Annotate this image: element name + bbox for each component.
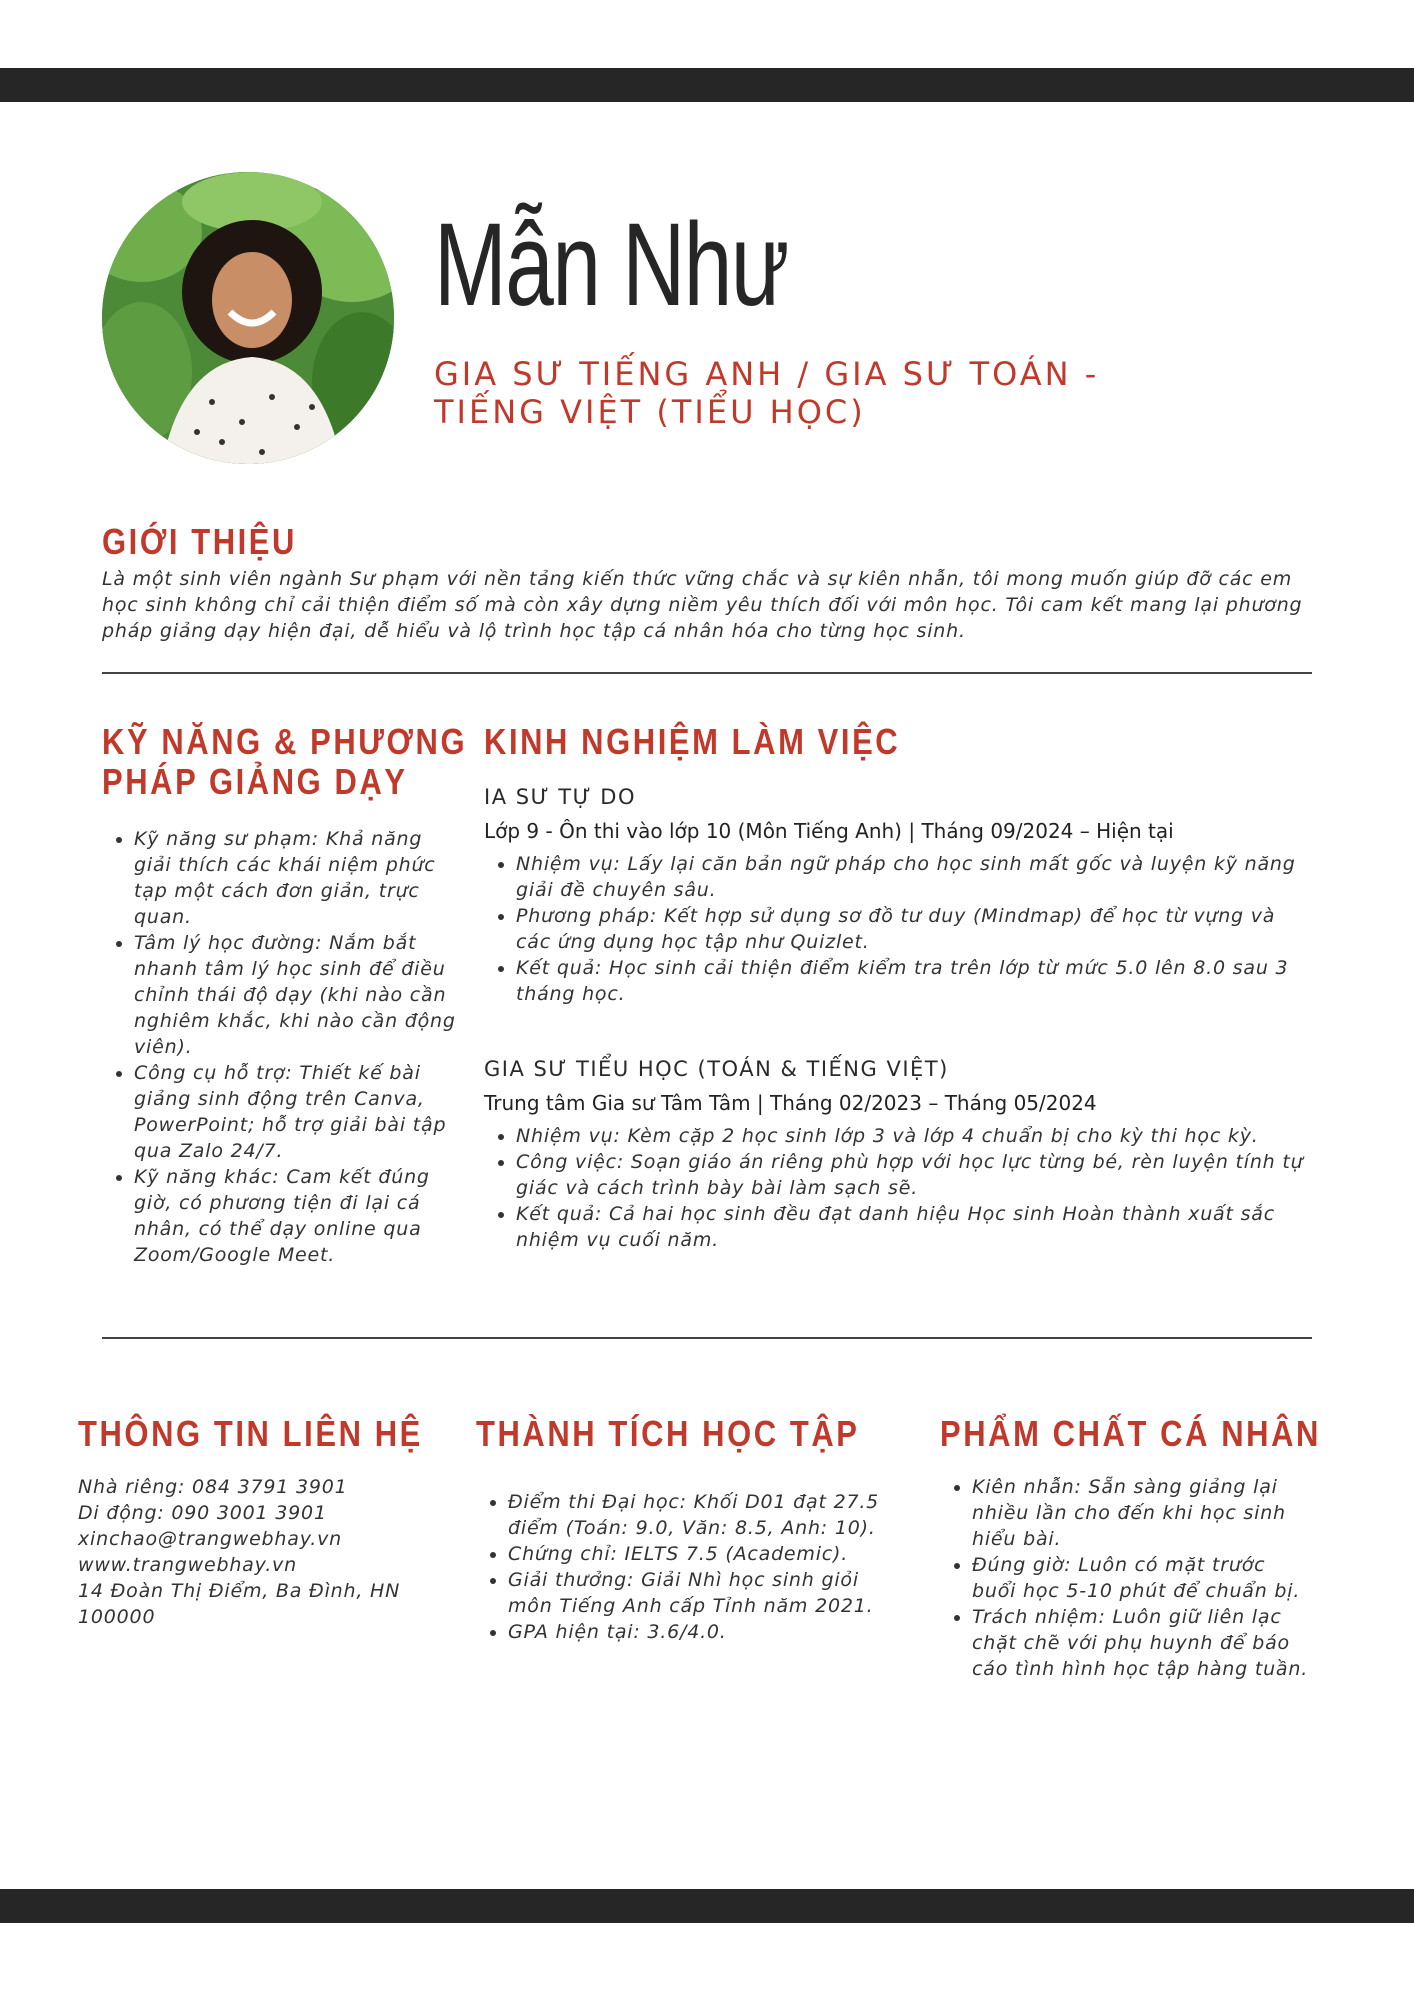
- traits-list: [940, 1474, 1310, 1682]
- list-item: • Nhiệm vụ: Kèm cặp 2 học sinh lớp 3 và lớp 4 chuẩn bị cho kỳ thi học kỳ.: [516, 1123, 1314, 1149]
- job-role: GIA SƯ TIẾNG ANH / GIA SƯ TOÁN - TIẾNG VIỆT (TIỂU HỌC): [434, 355, 1100, 431]
- list-item: • Chứng chỉ: IELTS 7.5 (Academic).: [508, 1541, 896, 1567]
- profile-photo: [102, 172, 394, 464]
- list-item: • Nhiệm vụ: Lấy lại căn bản ngữ pháp cho học sinh mất gốc và luyện kỹ năng giải đề chuyên sâu.: [516, 851, 1314, 903]
- list-item: • GPA hiện tại: 3.6/4.0.: [508, 1619, 896, 1645]
- job-organization: Trung tâm Gia sư Tâm Tâm | Tháng 02/2023 – Tháng 05/2024: [484, 1091, 1097, 1115]
- address: 14 Đoàn Thị Điểm, Ba Đình, HN 100000: [78, 1580, 401, 1628]
- list-item: • Kỹ năng khác: Cam kết đúng giờ, có phương tiện đi lại cá nhân, có thể dạy online qua Zoom/Google Meet.: [134, 1164, 462, 1268]
- person-name: Mẫn Như: [434, 199, 788, 331]
- job-duties-list: [484, 851, 1314, 1007]
- website: www.trangwebhay.vn: [78, 1554, 297, 1576]
- skills-list: [102, 826, 462, 1268]
- contact-heading: THÔNG TIN LIÊN HỆ: [78, 1413, 423, 1454]
- job-title: IA SƯ TỰ DO: [484, 785, 636, 809]
- intro-heading: GIỚI THIỆU: [102, 521, 297, 562]
- list-item: • Điểm thi Đại học: Khối D01 đạt 27.5 điểm (Toán: 9.0, Văn: 8.5, Anh: 10).: [508, 1489, 896, 1541]
- awards-heading: THÀNH TÍCH HỌC TẬP: [476, 1413, 860, 1454]
- list-item: • Trách nhiệm: Luôn giữ liên lạc chặt chẽ với phụ huynh để báo cáo tình hình học tập hàng tuần.: [972, 1604, 1310, 1682]
- list-item: • Kỹ năng sư phạm: Khả năng giải thích các khái niệm phức tạp một cách đơn giản, trực quan.: [134, 826, 462, 930]
- experience-heading: KINH NGHIỆM LÀM VIỆC: [484, 721, 901, 762]
- list-item: • Đúng giờ: Luôn có mặt trước buổi học 5-10 phút để chuẩn bị.: [972, 1552, 1310, 1604]
- skills-heading-line2: PHÁP GIẢNG DẠY: [102, 761, 408, 802]
- traits-section: [940, 1474, 1310, 1682]
- home-phone: Nhà riêng: 084 3791 3901: [78, 1476, 348, 1498]
- list-item: • Kết quả: Cả hai học sinh đều đạt danh hiệu Học sinh Hoàn thành xuất sắc nhiệm vụ cuối năm.: [516, 1201, 1314, 1253]
- profile-photo-art: [102, 172, 394, 464]
- bottom-bar: [0, 1889, 1414, 1923]
- divider: [102, 672, 1312, 674]
- awards-list: [476, 1489, 896, 1645]
- list-item: • Kết quả: Học sinh cải thiện điểm kiểm tra trên lớp từ mức 5.0 lên 8.0 sau 3 tháng học.: [516, 955, 1314, 1007]
- job-title: GIA SƯ TIỂU HỌC (TOÁN & TIẾNG VIỆT): [484, 1057, 949, 1081]
- list-item: • Tâm lý học đường: Nắm bắt nhanh tâm lý học sinh để điều chỉnh thái độ dạy (khi nào cần nghiêm khắc, khi nào cần động viên).: [134, 930, 462, 1060]
- job-entry: [484, 1055, 1314, 1253]
- job-entry: [484, 783, 1314, 1007]
- top-bar: [0, 68, 1414, 102]
- divider: [102, 1337, 1312, 1339]
- list-item: • Công cụ hỗ trợ: Thiết kế bài giảng sinh động trên Canva, PowerPoint; hỗ trợ giải bài tập qua Zalo 24/7.: [134, 1060, 462, 1164]
- list-item: • Công việc: Soạn giáo án riêng phù hợp với học lực từng bé, rèn luyện tính tự giác và cách trình bày bài làm sạch sẽ.: [516, 1149, 1314, 1201]
- skills-heading-line1: KỸ NĂNG & PHƯƠNG: [102, 721, 468, 762]
- job-organization: Lớp 9 - Ôn thi vào lớp 10 (Môn Tiếng Anh) | Tháng 09/2024 – Hiện tại: [484, 819, 1174, 843]
- list-item: • Kiên nhẫn: Sẵn sàng giảng lại nhiều lần cho đến khi học sinh hiểu bài.: [972, 1474, 1310, 1552]
- skills-section: [102, 826, 462, 1268]
- job-duties-list: [484, 1123, 1314, 1253]
- awards-section: [476, 1489, 896, 1645]
- email: xinchao@trangwebhay.vn: [78, 1528, 342, 1550]
- traits-heading: PHẨM CHẤT CÁ NHÂN: [940, 1413, 1321, 1454]
- intro-text: Là một sinh viên ngành Sư phạm với nền tảng kiến thức vững chắc và sự kiên nhẫn, tôi mong muốn giúp đỡ các em học sinh không chỉ cải thiện điểm số mà còn xây dựng niềm yêu thích đối với môn học. Tôi cam kết mang lại phương pháp giảng dạy hiện đại, dễ hiểu và lộ trình học tập cá nhân hóa cho từng học sinh.: [102, 568, 1303, 642]
- contact-section: [78, 1474, 428, 1630]
- mobile-phone: Di động: 090 3001 3901: [78, 1502, 327, 1524]
- list-item: • Giải thưởng: Giải Nhì học sinh giỏi môn Tiếng Anh cấp Tỉnh năm 2021.: [508, 1567, 896, 1619]
- list-item: • Phương pháp: Kết hợp sử dụng sơ đồ tư duy (Mindmap) để học từ vựng và các ứng dụng học tập như Quizlet.: [516, 903, 1314, 955]
